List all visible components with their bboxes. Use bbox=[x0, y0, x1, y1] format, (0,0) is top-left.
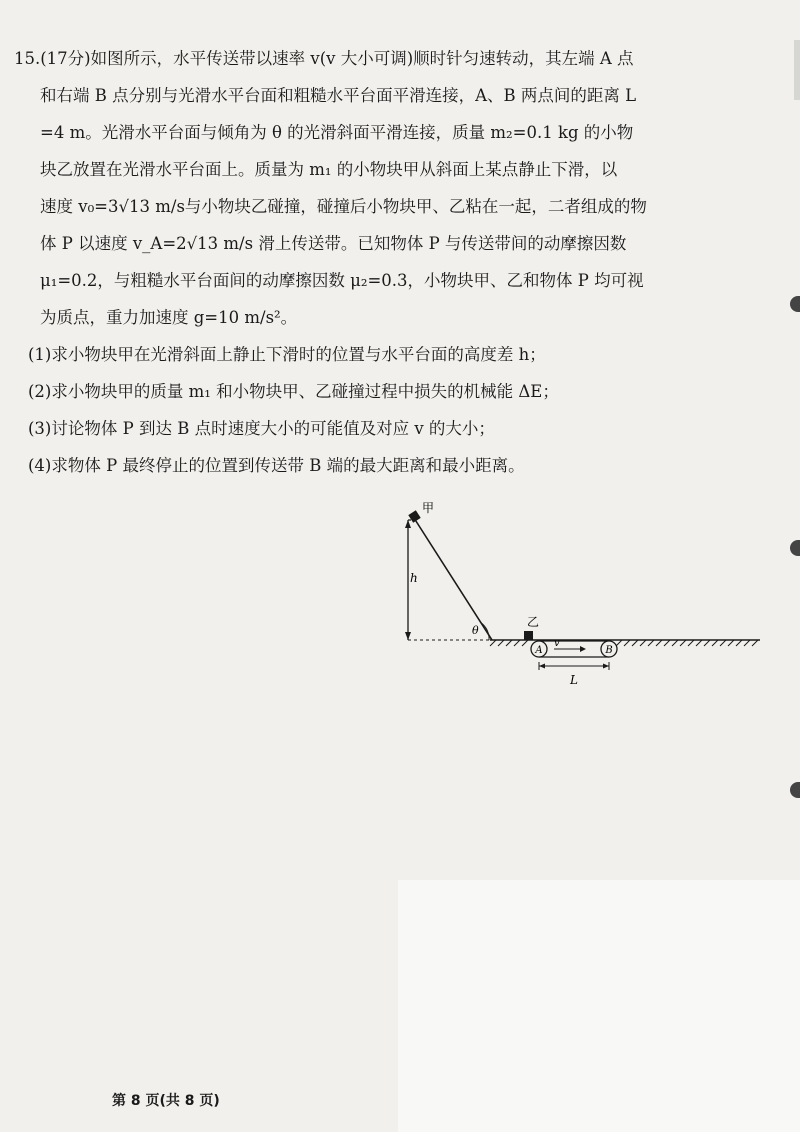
question-list bbox=[14, 336, 774, 484]
stem-line: 块乙放置在光滑水平台面上。质量为 m₁ 的小物块甲从斜面上某点静止下滑，以 bbox=[40, 160, 618, 179]
label-l: L bbox=[570, 673, 578, 687]
block-yi bbox=[524, 631, 533, 640]
binding-hole-mark bbox=[790, 540, 800, 556]
problem-15 bbox=[14, 40, 774, 484]
question-4: (4)求物体 P 最终停止的位置到传送带 B 端的最大距离和最小距离。 bbox=[28, 456, 525, 475]
label-jia: 甲 bbox=[422, 501, 435, 515]
label-b: B bbox=[605, 645, 613, 656]
blank-scan-region bbox=[398, 880, 800, 1132]
conveyor-belt bbox=[531, 638, 617, 657]
question-1: (1)求小物块甲在光滑斜面上静止下滑时的位置与水平台面的高度差 h； bbox=[28, 345, 546, 364]
scan-edge-strip bbox=[794, 40, 800, 100]
stem-line: =4 m。光滑水平台面与倾角为 θ 的光滑斜面平滑连接，质量 m₂=0.1 kg 的小物 bbox=[40, 123, 634, 142]
block-jia bbox=[408, 510, 420, 522]
label-yi: 乙 bbox=[527, 615, 540, 629]
binding-hole-mark bbox=[790, 782, 800, 798]
page-footer: 第 8 页(共 8 页) bbox=[112, 1093, 220, 1109]
label-a: A bbox=[535, 645, 543, 656]
stem-line: 为质点，重力加速度 g=10 m/s²。 bbox=[40, 308, 298, 327]
label-h: h bbox=[410, 571, 418, 585]
height-arrow-bottom bbox=[405, 632, 411, 640]
label-theta: θ bbox=[472, 624, 479, 637]
height-arrow-top bbox=[405, 520, 411, 528]
stem-line: 体 P 以速度 v_A=2√13 m/s 滑上传送带。已知物体 P 与传送带间的动摩擦因数 bbox=[40, 234, 627, 253]
stem-line: 速度 v₀=3√13 m/s与小物块乙碰撞，碰撞后小物块甲、乙粘在一起，二者组成的物 bbox=[40, 197, 647, 216]
question-2: (2)求小物块甲的质量 m₁ 和小物块甲、乙碰撞过程中损失的机械能 ΔE； bbox=[28, 382, 559, 401]
label-v: v bbox=[554, 638, 560, 649]
binding-hole-mark bbox=[790, 296, 800, 312]
problem-points: (17分) bbox=[40, 49, 91, 68]
problem-stem bbox=[14, 40, 774, 336]
question-3: (3)讨论物体 P 到达 B 点时速度大小的可能值及对应 v 的大小； bbox=[28, 419, 495, 438]
problem-number: 15. bbox=[14, 49, 41, 68]
stem-line: 15.(17分)如图所示，水平传送带以速率 v(v 大小可调)顺时针匀速转动，其左端 A 点 bbox=[14, 49, 634, 68]
ground-hatching bbox=[490, 640, 758, 646]
stem-line: 和右端 B 点分别与光滑水平台面和粗糙水平台面平滑连接，A、B 两点间的距离 L bbox=[40, 86, 637, 105]
physics-diagram bbox=[396, 498, 768, 694]
stem-line: μ₁=0.2，与粗糙水平台面间的动摩擦因数 μ₂=0.3，小物块甲、乙和物体 P 均可视 bbox=[40, 271, 644, 290]
